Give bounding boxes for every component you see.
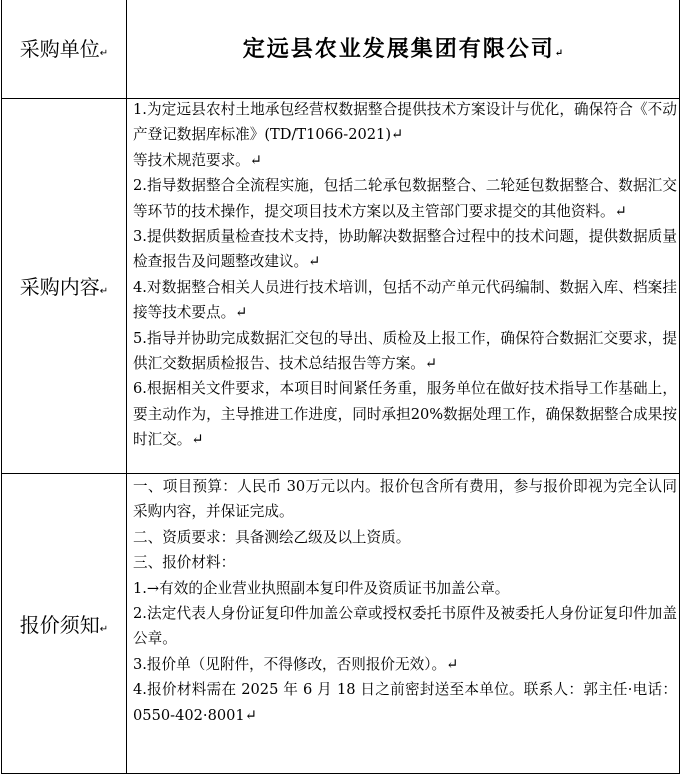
- unit-value-cell: [127, 35, 681, 68]
- content-label-cell: [2, 275, 126, 304]
- content-item: 4.对数据整合相关人员进行技术培训，包括不动产单元代码编制、数据入库、档案挂接等技术要点。↵: [133, 278, 677, 322]
- paragraph-mark: ↵: [244, 706, 257, 724]
- content-label: 采购内容: [19, 275, 100, 299]
- paragraph-mark: ↵: [391, 126, 404, 144]
- paragraph-mark: ↵: [249, 151, 262, 169]
- paragraph-mark: ↵: [554, 48, 566, 59]
- notice-item: 4.报价材料需在 2025 年 6 月 18 日之前密封送至本单位。联系人：郭主任·电话： 0550-402·8001↵: [133, 681, 677, 724]
- notice-label: 报价须知: [19, 613, 100, 637]
- content-list: [133, 97, 677, 453]
- procurement-table: [1, 0, 680, 774]
- paragraph-mark: ↵: [446, 655, 459, 673]
- content-item: 等技术规范要求。↵: [133, 151, 262, 169]
- notice-label-cell: [2, 613, 126, 642]
- column-divider: [126, 0, 127, 773]
- content-item: 2.指导数据整合全流程实施，包括二轮承包数据整合、二轮延包数据整合、数据汇交等环节的技术操作，提交项目技术方案以及主管部门要求提交的其他资料。↵: [133, 177, 677, 220]
- paragraph-mark: ↵: [308, 253, 321, 271]
- content-item: 6.根据相关文件要求，本项目时间紧任务重，服务单位在做好技术指导工作基础上，要主动作为，主导推进工作进度，同时承担20%数据处理工作，确保数据整合成果按时汇交。↵: [133, 380, 677, 449]
- paragraph-mark: ↵: [614, 202, 627, 220]
- notice-list: [133, 474, 677, 728]
- content-item: 5.指导并协助完成数据汇交包的导出、质检及上报工作，确保符合数据汇交要求，提供汇交数据质检报告、技术总结报告等方案。↵: [133, 329, 677, 373]
- content-item: 3.提供数据质量检查技术支持，协助解决数据整合过程中的技术问题，提供数据质量检查报告及问题整改建议。↵: [133, 228, 677, 271]
- paragraph-mark: ↵: [235, 304, 248, 322]
- notice-item: 三、报价材料：: [133, 554, 236, 572]
- notice-item: 1.→有效的企业营业执照副本复印件及资质证书加盖公章。: [133, 579, 510, 597]
- unit-value: 定远县农业发展集团有限公司: [242, 36, 555, 62]
- content-item: 1.为定远县农村土地承包经营权数据整合提供技术方案设计与优化，确保符合《不动产登记数据库标准》(TD/T1066-2021)↵: [133, 101, 677, 144]
- paragraph-mark: ↵: [99, 48, 109, 59]
- paragraph-mark: ↵: [99, 286, 109, 297]
- unit-label-cell: [2, 37, 126, 66]
- unit-label: 采购单位: [19, 37, 100, 61]
- notice-item: 3.报价单（见附件，不得修改，否则报价无效）。↵: [133, 655, 459, 673]
- notice-item: 一、项目预算：人民币 30万元以内。报价包含所有费用，参与报价即视为完全认同采购内容，并保证完成。: [133, 478, 677, 521]
- paragraph-mark: ↵: [99, 624, 109, 635]
- paragraph-mark: ↵: [424, 355, 438, 373]
- paragraph-mark: ↵: [191, 431, 204, 449]
- notice-item: 2.法定代表人身份证复印件加盖公章或授权委托书原件及被委托人身份证复印件加盖公章。: [133, 605, 677, 648]
- notice-item: 二、资质要求：具备测绘乙级及以上资质。: [133, 528, 411, 546]
